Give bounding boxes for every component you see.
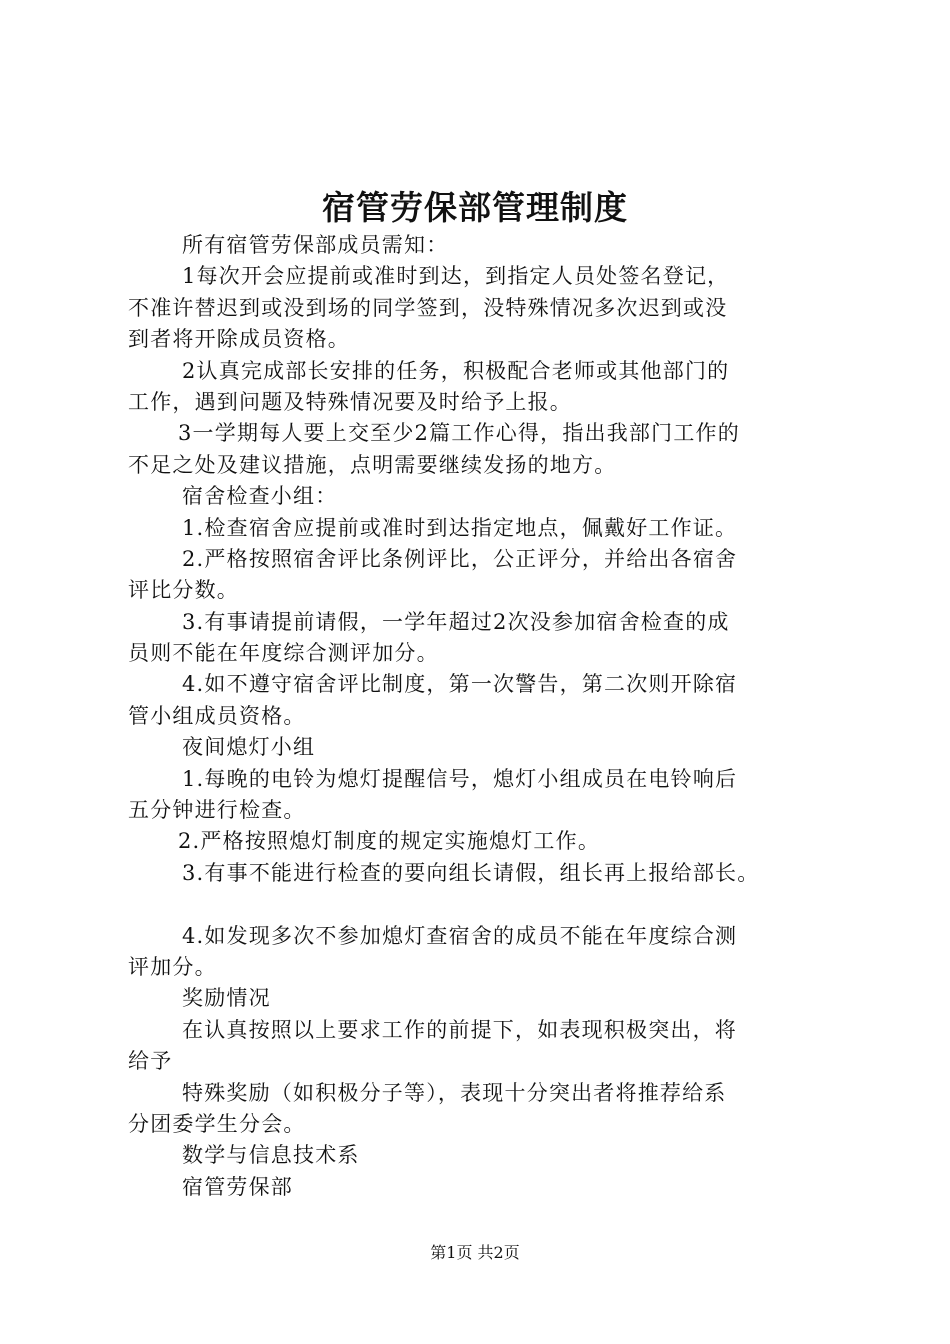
page-footer: 第1页 共2页: [430, 1243, 520, 1262]
text-line: 工作，遇到问题及特殊情况要及时给予上报。: [128, 389, 572, 414]
text-line: 1.每晚的电铃为熄灯提醒信号，熄灯小组成员在电铃响后: [182, 766, 738, 791]
text-line: 在认真按照以上要求工作的前提下，如表现积极突出，将: [182, 1017, 737, 1042]
text-line: 评加分。: [128, 954, 217, 979]
text-line: 员则不能在年度综合测评加分。: [128, 641, 439, 666]
text-line: 五分钟进行检查。: [128, 798, 306, 823]
text-line: 1每次开会应提前或准时到达，到指定人员处签名登记，: [182, 264, 730, 289]
text-line: 3.有事请提前请假，一学年超过2次没参加宿舍检查的成: [182, 609, 730, 634]
text-line: 到者将开除成员资格。: [128, 327, 350, 352]
blank-line: [128, 889, 833, 920]
section-heading-dorm-check: 宿舍检查小组：: [182, 484, 338, 509]
text-line: 1.检查宿舍应提前或准时到达指定地点，佩戴好工作证。: [182, 515, 738, 540]
text-line: 4.如发现多次不参加熄灯查宿舍的成员不能在年度综合测: [182, 923, 738, 948]
text-line: 4.如不遵守宿舍评比制度，第一次警告，第二次则开除宿: [182, 672, 738, 697]
text-line: 分团委学生分会。: [128, 1111, 306, 1136]
text-line: 2认真完成部长安排的任务，积极配合老师或其他部门的: [182, 358, 730, 383]
text-line: 不足之处及建议措施，点明需要继续发扬的地方。: [128, 452, 617, 477]
text-line: 3一学期每人要上交至少2篇工作心得，指出我部门工作的: [178, 421, 740, 446]
text-line: 不准许替迟到或没到场的同学签到，没特殊情况多次迟到或没: [128, 295, 728, 320]
text-line: 特殊奖励（如积极分子等），表现十分突出者将推荐给系: [182, 1080, 727, 1105]
signature-unit: 宿管劳保部: [182, 1174, 293, 1199]
text-line: 给予: [128, 1049, 173, 1074]
text-line: 2.严格按照宿舍评比条例评比，公正评分，并给出各宿舍: [182, 546, 738, 571]
document-title: 宿管劳保部管理制度: [322, 188, 628, 227]
section-heading-rewards: 奖励情况: [182, 986, 271, 1011]
text-line: 2.严格按照熄灯制度的规定实施熄灯工作。: [178, 829, 601, 854]
document-body: [128, 230, 833, 1203]
text-line: 管小组成员资格。: [128, 703, 306, 728]
signature-department: 数学与信息技术系: [182, 1143, 360, 1168]
text-line: 评比分数。: [128, 578, 239, 603]
intro-heading: 所有宿管劳保部成员需知：: [182, 233, 449, 257]
section-heading-lights-out: 夜间熄灯小组: [182, 735, 316, 760]
text-line: 3.有事不能进行检查的要向组长请假，组长再上报给部长。: [182, 860, 760, 885]
